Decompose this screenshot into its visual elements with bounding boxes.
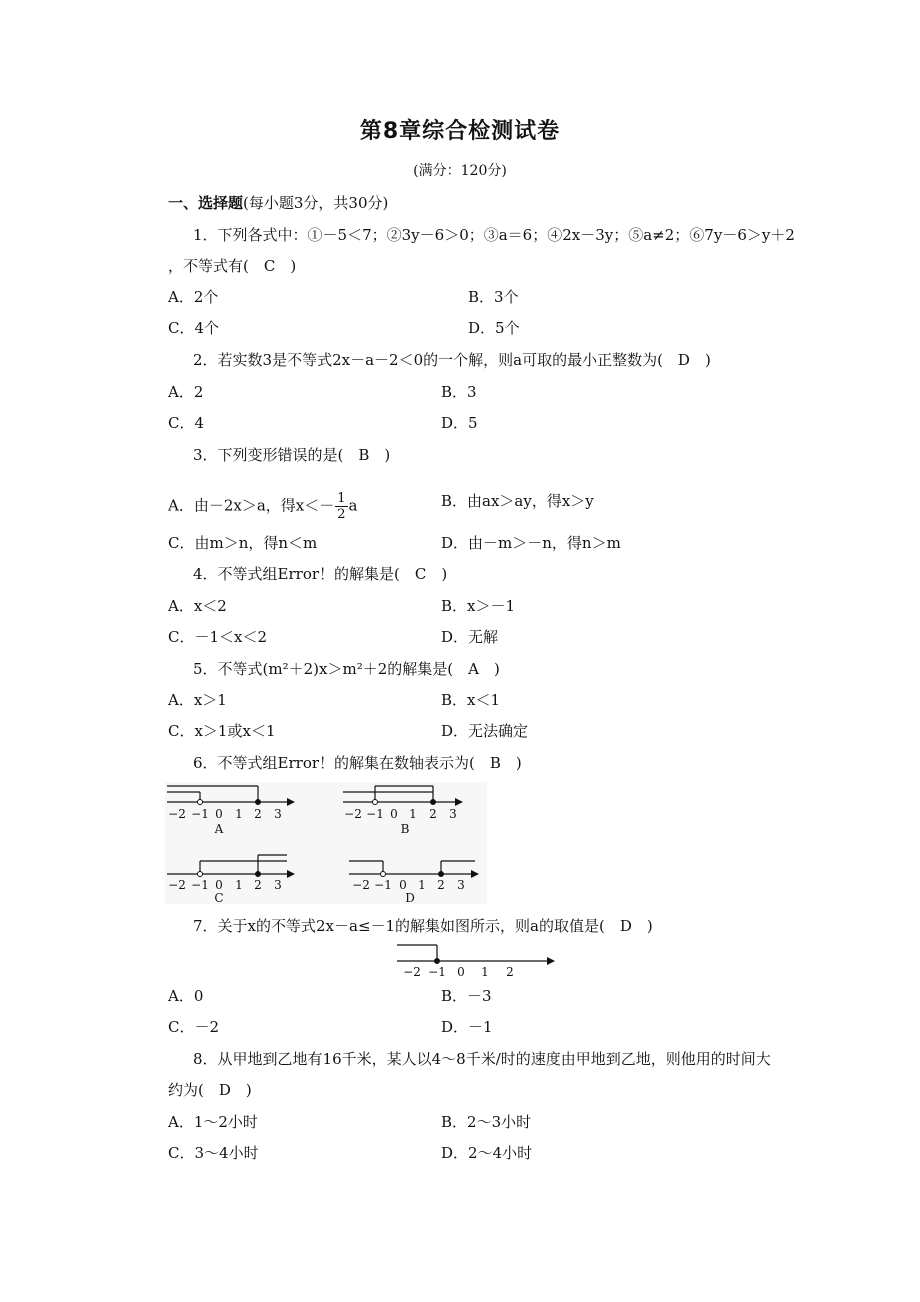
q1-option-c: C．4个 <box>168 319 220 337</box>
question-2-stem: 2．若实数3是不等式2x－a－2＜0的一个解，则a可取的最小正整数为( D ) <box>193 351 711 369</box>
q7-number-line-svg <box>395 941 560 981</box>
question-5-stem: 5．不等式(m²＋2)x＞m²＋2的解集是( A ) <box>193 660 500 678</box>
question-6-stem: 6．不等式组Error！的解集在数轴表示为( B ) <box>193 754 522 772</box>
question-4-stem: 4．不等式组Error！的解集是( C ) <box>193 565 448 583</box>
q3-option-c: C．由m＞n，得n＜m <box>168 534 318 552</box>
question-1-stem-cont: ，不等式有( C ) <box>168 257 297 275</box>
fraction-variable: a <box>348 496 358 515</box>
tick-label: 1 <box>418 878 426 892</box>
tick-label: 0 <box>215 878 223 892</box>
tick-label: 0 <box>399 878 407 892</box>
tick-label: 2 <box>254 807 262 821</box>
number-line-figures <box>165 782 487 904</box>
tick-label: −1 <box>374 878 392 892</box>
tick-label: 0 <box>457 965 465 979</box>
question-1-stem: 1．下列各式中：①－5＜7；②3y－6＞0；③a＝6；④2x－3y；⑤a≠2；⑥7y－6＞y＋2 <box>193 226 795 244</box>
q4-option-a: A．x＜2 <box>168 597 227 615</box>
figure-label-a: A <box>214 822 224 836</box>
q7-option-d: D．－1 <box>441 1018 493 1036</box>
q1-option-a: A．2个 <box>168 288 219 306</box>
tick-label: 2 <box>437 878 445 892</box>
tick-label: −1 <box>428 965 446 979</box>
tick-label: −2 <box>344 807 362 821</box>
q7-option-c: C．－2 <box>168 1018 220 1036</box>
question-3-stem: 3．下列变形错误的是( B ) <box>193 446 391 464</box>
q8-option-d: D．2～4小时 <box>441 1144 533 1162</box>
tick-label: 2 <box>506 965 514 979</box>
figure-label-c: C <box>214 891 224 904</box>
tick-label: −1 <box>366 807 384 821</box>
q2-option-c: C．4 <box>168 414 205 432</box>
section-title: 一、选择题 <box>168 194 244 212</box>
q4-option-d: D．无解 <box>441 628 499 646</box>
q5-option-a: A．x＞1 <box>168 691 227 709</box>
q7-number-line <box>395 941 560 981</box>
tick-label: 2 <box>254 878 262 892</box>
q8-option-b: B．2～3小时 <box>441 1113 532 1131</box>
q5-option-d: D．无法确定 <box>441 722 529 740</box>
tick-label: 2 <box>429 807 437 821</box>
tick-label: −1 <box>191 878 209 892</box>
q5-option-b: B．x＜1 <box>441 691 501 709</box>
figure-label-d: D <box>405 891 415 904</box>
score-note: (满分：120分) <box>413 163 507 179</box>
q3-option-a-text: A．由－2x＞a，得x＜－ <box>168 496 335 515</box>
q8-option-c: C．3～4小时 <box>168 1144 259 1162</box>
q4-option-c: C．－1＜x＜2 <box>168 628 268 646</box>
tick-label: 1 <box>235 878 243 892</box>
page-title: 第8章综合检测试卷 <box>359 119 561 144</box>
question-8-stem-cont: 约为( D ) <box>168 1081 252 1099</box>
q2-option-a: A．2 <box>168 383 204 401</box>
section-note: (每小题3分，共30分) <box>243 194 389 212</box>
tick-label: −2 <box>168 807 186 821</box>
fraction-numerator: 1 <box>337 491 346 506</box>
q2-option-d: D．5 <box>441 414 478 432</box>
q5-option-c: C．x＞1或x＜1 <box>168 722 276 740</box>
q3-option-d: D．由－m＞－n，得n＞m <box>441 534 621 552</box>
tick-label: 0 <box>390 807 398 821</box>
number-line-c <box>167 855 295 904</box>
tick-label: 3 <box>449 807 457 821</box>
tick-label: 1 <box>409 807 417 821</box>
tick-label: 3 <box>274 878 282 892</box>
number-line-options-svg <box>165 782 487 904</box>
number-line-a <box>167 786 295 836</box>
q1-option-b: B．3个 <box>468 288 519 306</box>
tick-label: 1 <box>481 965 489 979</box>
question-7-stem: 7．关于x的不等式2x－a≤－1的解集如图所示，则a的取值是( D ) <box>193 917 653 935</box>
q7-option-a: A．0 <box>168 987 204 1005</box>
q2-option-b: B．3 <box>441 383 477 401</box>
tick-label: −2 <box>352 878 370 892</box>
tick-label: −2 <box>168 878 186 892</box>
q3-option-b: B．由ax＞ay，得x＞y <box>441 492 594 510</box>
q7-option-b: B．－3 <box>441 987 492 1005</box>
tick-label: 1 <box>235 807 243 821</box>
tick-label: 0 <box>215 807 223 821</box>
q1-option-d: D．5个 <box>468 319 520 337</box>
tick-label: 3 <box>457 878 465 892</box>
tick-label: 3 <box>274 807 282 821</box>
number-line-b <box>343 786 463 836</box>
section-heading <box>168 193 388 213</box>
q3-option-a <box>168 491 357 522</box>
tick-label: −1 <box>191 807 209 821</box>
question-8-stem: 8．从甲地到乙地有16千米，某人以4～8千米/时的速度由甲地到乙地，则他用的时间大 <box>193 1050 771 1068</box>
tick-label: −2 <box>403 965 421 979</box>
figure-label-b: B <box>400 822 410 836</box>
q4-option-b: B．x＞－1 <box>441 597 516 615</box>
fraction <box>335 491 347 522</box>
q8-option-a: A．1～2小时 <box>168 1113 258 1131</box>
fraction-denominator: 2 <box>337 507 346 522</box>
number-line-d <box>349 861 479 904</box>
